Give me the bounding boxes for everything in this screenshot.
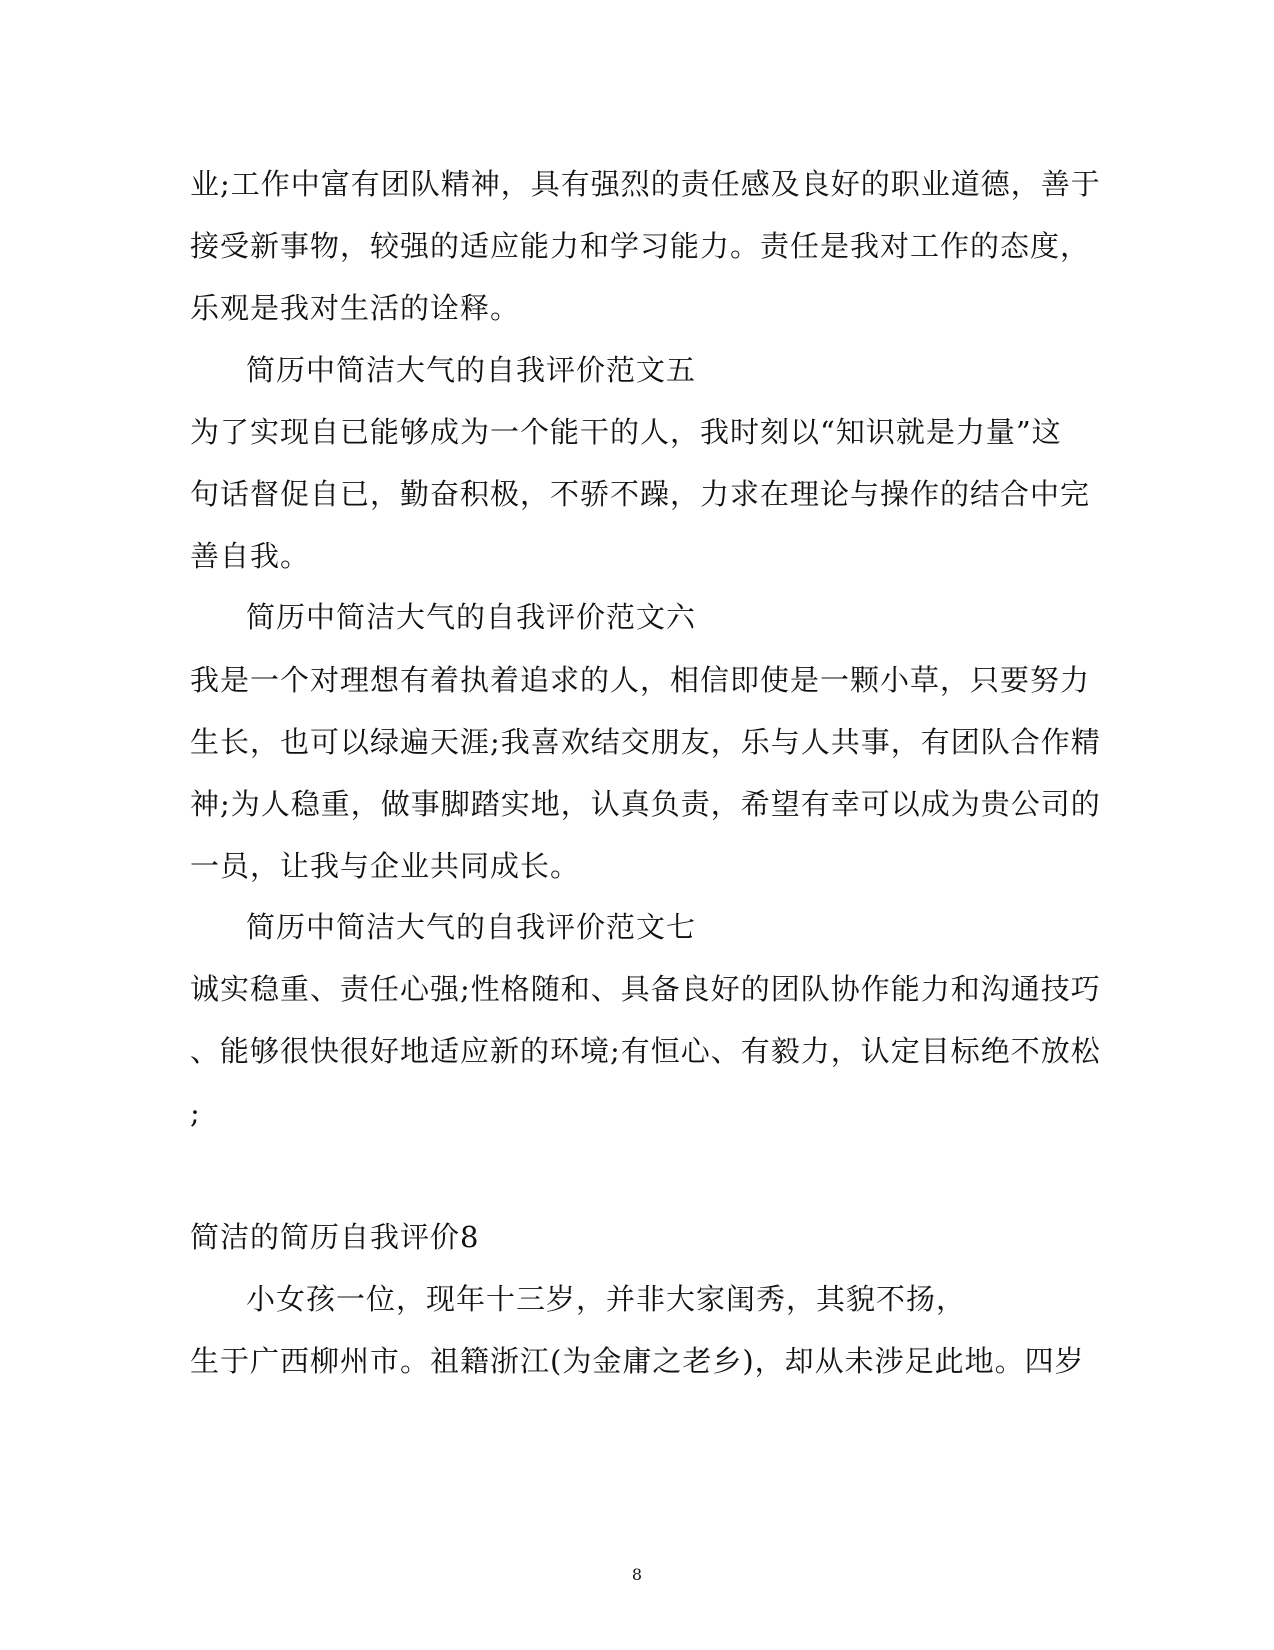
paragraph-line: 神;为人稳重，做事脚踏实地，认真负责，希望有幸可以成为贵公司的 [190,787,1101,821]
section-title: 简洁的简历自我评价8 [190,1220,480,1254]
paragraph-line: 小女孩一位，现年十三岁，并非大家闺秀，其貌不扬， [246,1282,967,1316]
paragraph-line: 我是一个对理想有着执着追求的人，相信即使是一颗小草，只要努力 [190,663,1091,697]
paragraph-line: 业;工作中富有团队精神，具有强烈的责任感及良好的职业道德，善于 [190,167,1101,201]
paragraph-line: 、能够很快很好地适应新的环境;有恒心、有毅力，认定目标绝不放松 [190,1034,1101,1068]
section-heading: 简历中简洁大气的自我评价范文五 [246,353,697,387]
page-number: 8 [631,1565,643,1584]
paragraph-line: 一员，让我与企业共同成长。 [190,849,581,883]
section-heading: 简历中简洁大气的自我评价范文七 [246,910,697,944]
section-heading: 简历中简洁大气的自我评价范文六 [246,600,697,634]
paragraph-line: 句话督促自已，勤奋积极，不骄不躁，力求在理论与操作的结合中完 [190,477,1091,511]
paragraph-line: 生长，也可以绿遍天涯;我喜欢结交朋友，乐与人共事，有团队合作精 [190,725,1101,759]
paragraph-line: 生于广西柳州市。祖籍浙江(为金庸之老乡)，却从未涉足此地。四岁 [190,1344,1085,1378]
paragraph-line: 乐观是我对生活的诠释。 [190,291,521,325]
paragraph-line: ; [190,1096,201,1130]
paragraph-line: 为了实现自已能够成为一个能干的人，我时刻以“知识就是力量”这 [190,415,1062,449]
paragraph-line: 诚实稳重、责任心强;性格随和、具备良好的团队协作能力和沟通技巧 [190,972,1101,1006]
paragraph-line: 接受新事物，较强的适应能力和学习能力。责任是我对工作的态度， [190,229,1091,263]
paragraph-line: 善自我。 [190,539,311,573]
